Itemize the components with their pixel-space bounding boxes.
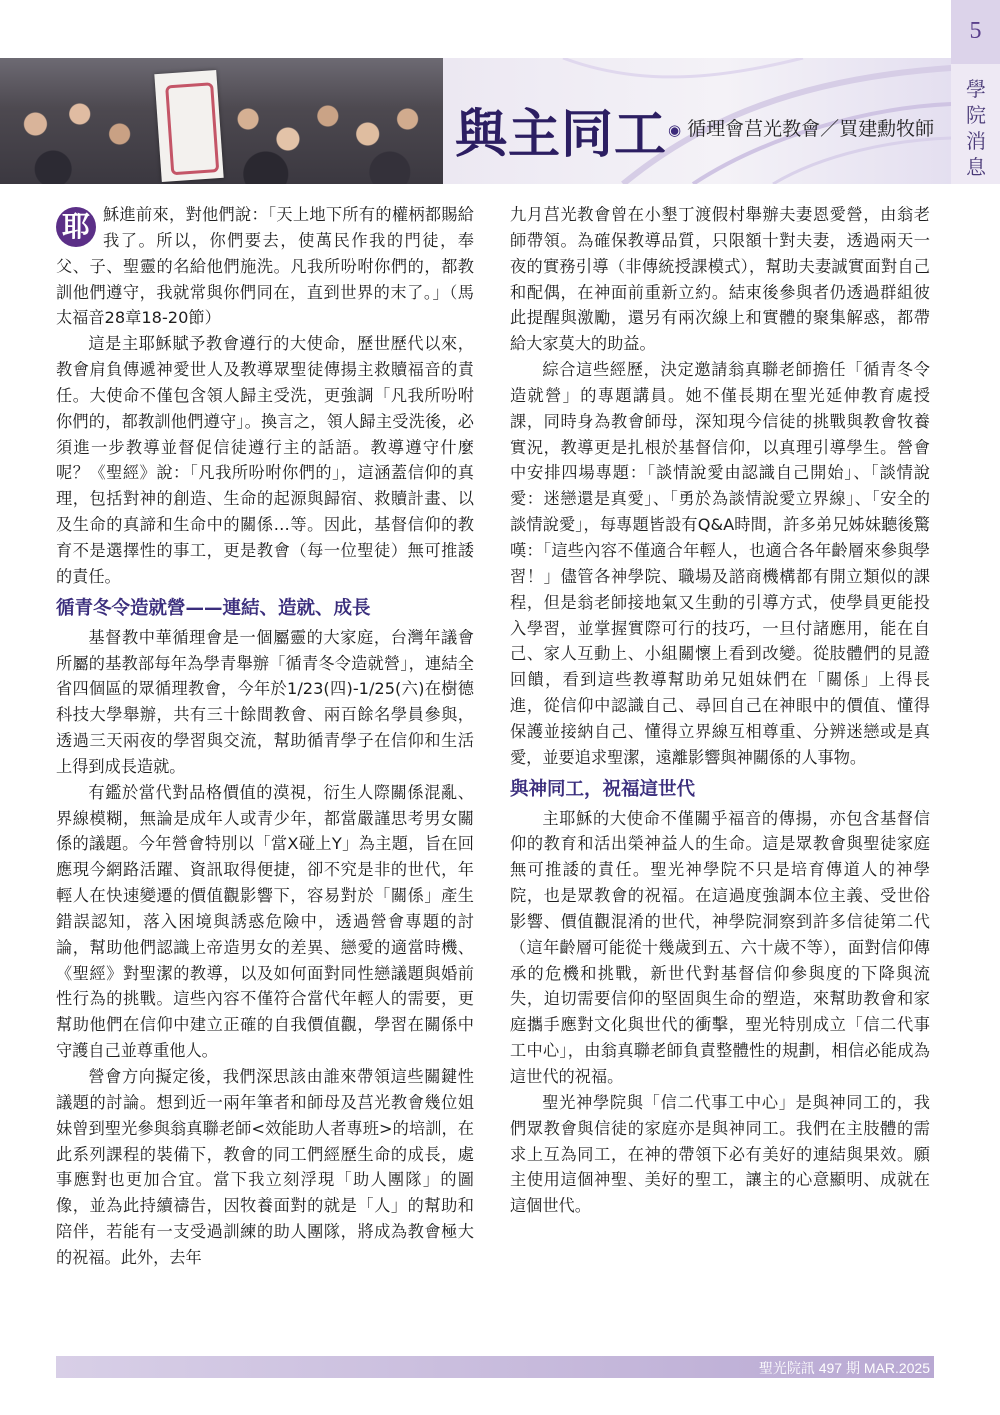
article-left-column xyxy=(56,202,474,1271)
paragraph: 有鑑於當代對品格價值的漠視，衍生人際關係混亂、界線模糊，無論是成年人或青少年，都當嚴謹思考男女關係的議題。今年營會特別以「當X碰上Y」為主題，旨在回應現今網路活躍、資訊取得便捷，卻不究是非的世代，年輕人在快速變遷的價值觀影響下，容易對於「關係」產生錯誤認知，落入困境與誘惑危險中，透過營會專題的討論，幫助他們認識上帝造男女的差異、戀愛的適當時機、《聖經》對聖潔的教導，以及如何面對同性戀議題與婚前性行為的挑戰。這些內容不僅符合當代年輕人的需要，更幫助他們在信仰中建立正確的自我價值觀，學習在關係中守護自己並尊重他人。 xyxy=(56,782,474,1061)
footer-issue: 聖光院訊 497 期 MAR.2025 xyxy=(758,1360,930,1376)
calligraphy-banner xyxy=(154,70,223,182)
drop-cap: 耶 xyxy=(56,207,96,247)
page-number: 5 xyxy=(969,18,982,44)
section-heading: 與神同工，祝福這世代 xyxy=(510,778,696,800)
paragraph: 基督教中華循理會是一個屬靈的大家庭，台灣年議會所屬的基教部每年為學青舉辦「循青冬令造就營」，連結全省四個區的眾循理教會，今年於1/23(四)-1/25(六)在樹德科技大學舉辦，共有三十餘間教會、兩百餘名學員參與，透過三天兩夜的學習與交流，幫助循青學子在信仰和生活上得到成長造就。 xyxy=(56,627,474,776)
paragraph-text: 穌進前來，對他們說：「天上地下所有的權柄都賜給我了。所以，你們要去，使萬民作我的門徒，奉父、子、聖靈的名給他們施洗。凡我所吩咐你們的，都教訓他們遵守，我就常與你們同在，直到世界的末了。」（馬太福音28章18-20節） xyxy=(56,205,474,328)
paragraph: 這是主耶穌賦予教會遵行的大使命，歷世歷代以來，教會肩負傳遞神愛世人及教導眾聖徒傳揚主救贖福音的責任。大使命不僅包含領人歸主受洗，更強調「凡我所吩咐你們的，都教訓他們遵守」。換言之，領人歸主受洗後，必須進一步教導並督促信徒遵行主的話語。教導遵守什麼呢？《聖經》說：「凡我所吩咐你們的」，這涵蓋信仰的真理，包括對神的創造、生命的起源與歸宿、救贖計畫、以及生命的真諦和生命中的關係…等。因此，基督信仰的教育不是選擇性的事工，更是教會（每一位聖徒）無可推諉的責任。 xyxy=(56,334,474,586)
paragraph: 綜合這些經歷，決定邀請翁真聯老師擔任「循青冬令造就營」的專題講員。她不僅長期在聖光延伸教育處授課，同時身為教會師母，深知現今信徒的挑戰與教會牧養實況，教導更是扎根於基督信仰，以真理引導學生。營會中安排四場專題：「談情說愛由認識自己開始」、「談情說愛：迷戀還是真愛」、「勇於為談情說愛立界線」、「安全的談情說愛」，每專題皆設有Q&A時間，許多弟兄姊妹聽後驚嘆：「這些內容不僅適合年輕人，也適合各年齡層來參與學習！」儘管各神學院、職場及諮商機構都有開立類似的課程，但是翁老師接地氣又生動的引導方式，使學員更能投入學習，並掌握實際可行的技巧，一旦付諸應用，能在自己、家人互動上、小組關懷上看到改變。從肢體們的見證回饋，看到這些教導幫助弟兄姐妹們在「關係」上得長進，從信仰中認識自己、尋回自己在神眼中的價值、懂得保護並接納自己、懂得立界線互相尊重、分辨迷戀或是真愛，並要追求聖潔，遠離影響與神關係的人事物。 xyxy=(510,360,930,767)
section-heading: 循青冬令造就營——連結、造就、成長 xyxy=(56,597,371,619)
paragraph: 主耶穌的大使命不僅關乎福音的傳揚，亦包含基督信仰的教育和活出榮神益人的生命。這是眾教會與聖徒家庭無可推諉的責任。聖光神學院不只是培育傳道人的神學院，也是眾教會的祝福。在這過度強調本位主義、受世俗影響、價值觀混淆的世代，神學院洞察到許多信徒第二代（這年齡層可能從十幾歲到五、六十歲不等），面對信仰傳承的危機和挑戰，新世代對基督信仰參與度的下降與流失，迫切需要信仰的堅固與生命的塑造，來幫助教會和家庭攜手應對文化與世代的衝擊，聖光特別成立「信二代事工中心」，由翁真聯老師負責整體性的規劃，相信必能成為這世代的祝福。 xyxy=(510,808,930,1086)
section-label: 學院消息 xyxy=(966,77,986,179)
paragraph: 聖光神學院與「信二代事工中心」是與神同工的，我們眾教會與信徒的家庭亦是與神同工。我們在主肢體的需求上互為同工，在神的帶領下必有美好的連結與果效。願主使用這個神聖、美好的聖工，讓主的心意顯明、成就在這個世代。 xyxy=(510,1092,930,1216)
article-right-column xyxy=(510,202,930,1219)
paragraph: 九月莒光教會曾在小墾丁渡假村舉辦夫妻恩愛營，由翁老師帶領。為確保教導品質，只限額十對夫妻，透過兩天一夜的實務引導（非傳統授課模式），幫助夫妻誠實面對自己和配偶，在神面前重新立約。結束後參與者仍透過群組彼此提醒與激勵，還另有兩次線上和實體的聚集解惑，都帶給大家莫大的助益。 xyxy=(510,205,930,354)
byline-text: 循理會莒光教會／買建勳牧師 xyxy=(687,118,935,140)
paragraph: 營會方向擬定後，我們深思該由誰來帶領這些關鍵性議題的討論。想到近一兩年筆者和師母及莒光教會幾位姐妹曾到聖光參與翁真聯老師<效能助人者專班>的培訓，在此系列課程的裝備下，教會的同工們經歷生命的成長，處事應對也更加合宜。當下我立刻浮現「助人團隊」的圖像，並為此持續禱告，因牧養面對的就是「人」的幫助和陪伴，若能有一支受過訓練的助人團隊，將成為教會極大的祝福。此外，去年 xyxy=(56,1067,474,1267)
author-byline xyxy=(668,114,934,141)
paragraph xyxy=(56,202,474,331)
header-photo xyxy=(0,58,443,184)
bullet-icon: ◉ xyxy=(668,121,682,139)
page-title: 與主同工 xyxy=(455,104,668,165)
